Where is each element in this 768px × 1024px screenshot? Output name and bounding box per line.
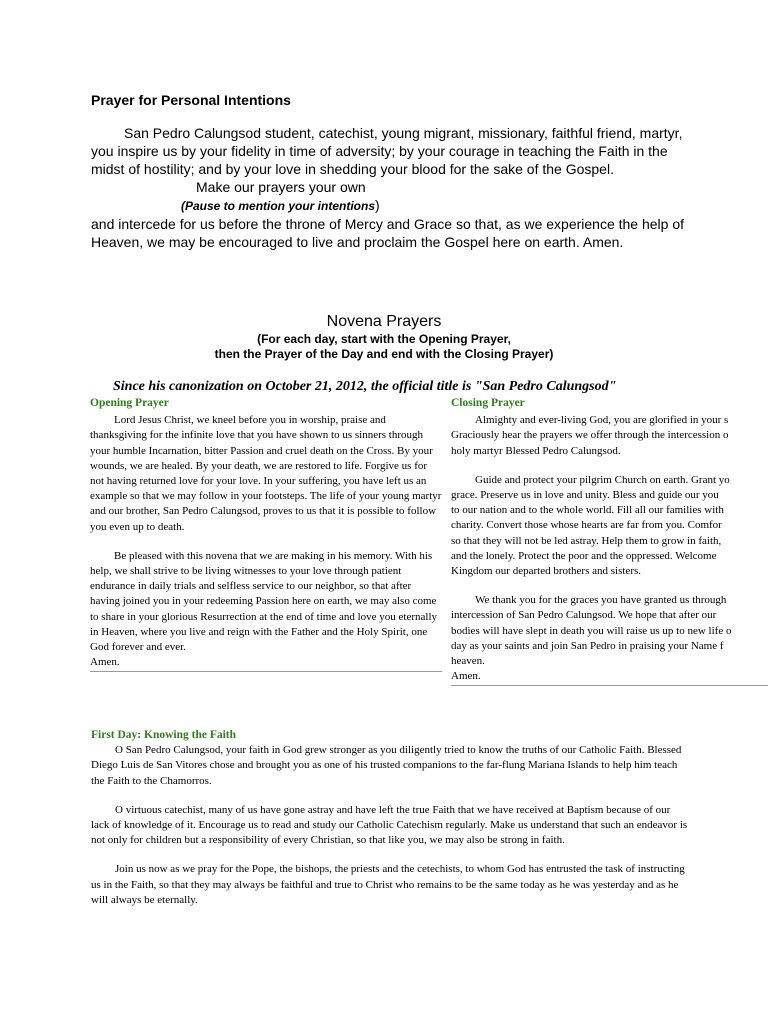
make-prayers-line: Make our prayers your own: [196, 179, 366, 195]
closing-prayer-heading: Closing Prayer: [451, 397, 525, 409]
closing-prayer-column: [451, 396, 768, 686]
closing-line: Graciously hear the prayers we offer through the intercession o: [451, 429, 729, 442]
intercede-paragraph: and intercede for us before the throne of Mercy and Grace so that, as we experience the help of Heaven, we may be encouraged to live and proclaim the Gospel here on earth. Amen.: [91, 216, 685, 250]
first-day-paragraph-3: Join us now as we pray for the Pope, the bishops, the priests and the cetechists, to whom God has entrusted the task of instructing us in the Faith, so that they may always be faithful and true to Christ who remains to be the same today as he was yesterday and as he will always be eternally.: [91, 863, 685, 906]
first-day-heading: First Day: Knowing the Faith: [91, 729, 237, 741]
closing-line: heaven.: [451, 655, 485, 668]
closing-line: so that they will not be led astray. Help them to grow in faith,: [451, 534, 722, 547]
section-title: Prayer for Personal Intentions: [91, 92, 291, 108]
closing-line: day as your saints and join San Pedro in praising your Name f: [451, 639, 724, 652]
closing-line: grace. Preserve us in love and unity. Bless and guide our you: [451, 489, 719, 502]
divider: [90, 671, 442, 672]
closing-line: Almighty and ever-living God, you are glorified in your s: [475, 414, 729, 427]
first-day-section: [91, 728, 691, 908]
personal-intentions-prayer: [91, 124, 691, 251]
novena-instruction-2: then the Prayer of the Day and end with the Closing Prayer): [214, 347, 554, 361]
pause-close: ): [375, 197, 380, 213]
closing-line: and the lonely. Protect the poor and the oppressed. Welcome: [451, 549, 717, 562]
intentions-paragraph: San Pedro Calungsod student, catechist, young migrant, missionary, faithful friend, martyr, you inspire us by your fidelity in time of adversity; by your courage in teaching the Faith in the midst of hostility; and by your love in shedding your blood for the sake of the Gospel.: [91, 125, 683, 177]
closing-line: to our nation and to the whole world. Fill all our families with: [451, 504, 724, 517]
novena-instruction-1: (For each day, start with the Opening Prayer,: [257, 332, 511, 346]
closing-line: holy martyr Blessed Pedro Calungsod.: [451, 444, 621, 457]
closing-line: Kingdom our departed brothers and sisters.: [451, 565, 642, 578]
first-day-paragraph-1: O San Pedro Calungsod, your faith in God grew stronger as you diligently tried to know the truths of our Catholic Faith. Blessed Diego Luis de San Vitores chose and brought you as one of his trusted companions to the far-flung Mariana Islands to help him teach the Faith to the Chamorros.: [91, 744, 682, 787]
opening-paragraph-1: Lord Jesus Christ, we kneel before you in worship, praise and thanksgiving for the infinite love that you have shown to us sinners through your humble Incarnation, bitter Passion and cruel death on the Cross. By your wounds, we are healed. By your death, we are restored to life. Forgive us for not having returned love for your love. In your suffering, you have left us an example so that we may follow in your footsteps. The life of your young martyr and our brother, San Pedro Calungsod, proves to us that it is possible to follow you even up to death.: [90, 414, 442, 533]
closing-amen: Amen.: [451, 670, 481, 683]
opening-paragraph-2: Be pleased with this novena that we are making in his memory. With his help, we shall strive to be living witnesses to your love through patient endurance in daily trials and selfless service to our neighbor, so that after having joined you in your redeeming Passion here on earth, we may also come to share in your glorious Resurrection at the end of time and love you eternally in Heaven, where you live and reign with the Father and the Holy Spirit, one God forever and ever.: [90, 549, 438, 654]
opening-prayer-column: [90, 396, 442, 672]
pause-instruction: [91, 196, 691, 215]
novena-title: Novena Prayers: [326, 313, 442, 330]
opening-amen: Amen.: [90, 656, 120, 669]
canonization-note: Since his canonization on October 21, 2012, the official title is "San Pedro Calungsod": [113, 379, 617, 394]
first-day-paragraph-2: O virtuous catechist, many of us have gone astray and have left the true Faith that we have received at Baptism because of our lack of knowledge of it. Encourage us to read and study our Catholic Catechism regularly. Make us understand that such an endeavor is not only for children but a responsibility of every Christian, so that like you, we may also be strong in faith.: [91, 803, 688, 847]
closing-line: charity. Convert those whose hearts are far from you. Comfor: [451, 519, 722, 532]
novena-header: [0, 312, 768, 362]
closing-line: intercession of San Pedro Calungsod. We hope that after our: [451, 609, 717, 622]
closing-line: Guide and protect your pilgrim Church on earth. Grant yo: [475, 473, 730, 486]
closing-line: bodies will have slept in death you will raise us up to new life o: [451, 624, 732, 637]
divider: [451, 685, 768, 686]
closing-line: We thank you for the graces you have granted us through: [475, 594, 727, 607]
opening-prayer-heading: Opening Prayer: [90, 397, 169, 409]
pause-text: (Pause to mention your intentions: [181, 199, 376, 213]
